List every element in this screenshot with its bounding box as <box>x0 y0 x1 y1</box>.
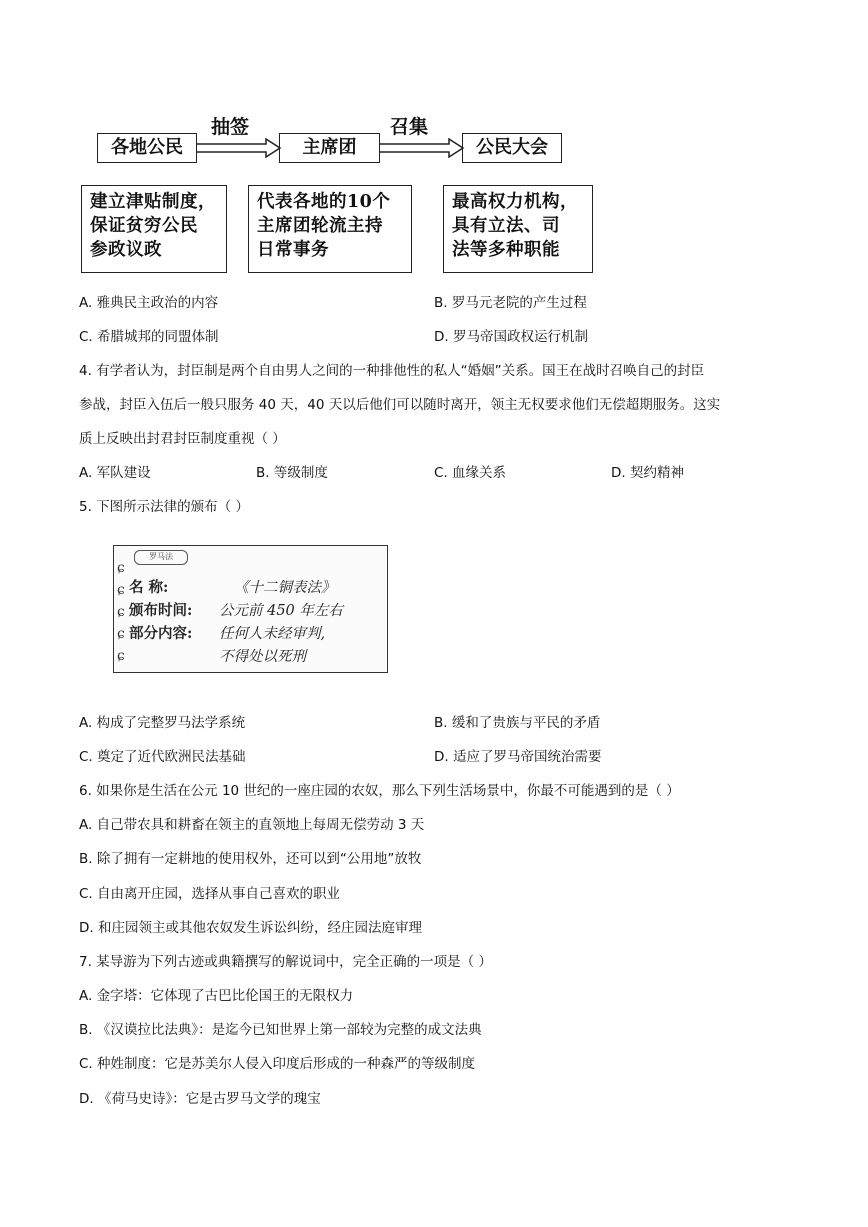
desc-line: 建立津贴制度， <box>90 192 216 212</box>
q7-option-a[interactable]: A. 金字塔：它体现了古巴比伦国王的无限权力 <box>79 988 354 1004</box>
scroll-curl-icon: ɕ <box>117 560 125 576</box>
law-card-image <box>113 545 388 673</box>
desc-citizens <box>81 185 227 273</box>
q4-stem-line-1: 4. 有学者认为，封臣制是两个自由男人之间的一种排他性的私人“婚姻”关系。国王在战时召唤自己的封臣 <box>79 363 705 379</box>
scroll-curl-icon: ɕ <box>117 582 125 598</box>
desc-line: 保证贫穷公民 <box>90 216 198 236</box>
node-citizens: 各地公民 <box>97 133 197 163</box>
desc-assembly <box>443 185 593 273</box>
q4-option-d[interactable]: D. 契约精神 <box>611 465 684 481</box>
scroll-curl-icon: ɕ <box>117 626 125 642</box>
desc-presidium <box>248 185 412 273</box>
desc-line: 代表各地的10个 <box>257 192 391 212</box>
q5-option-a[interactable]: A. 构成了完整罗马法学系统 <box>79 715 246 731</box>
q6-option-a[interactable]: A. 自己带农具和耕畜在领主的直领地上每周无偿劳动 3 天 <box>79 817 425 833</box>
double-arrow-2 <box>379 138 465 158</box>
q7-option-b[interactable]: B. 《汉谟拉比法典》：是迄今已知世界上第一部较为完整的成文法典 <box>79 1022 482 1038</box>
double-arrow-1 <box>196 138 282 158</box>
node-assembly: 公民大会 <box>462 133 562 163</box>
q3-option-d[interactable]: D. 罗马帝国政权运行机制 <box>434 329 588 345</box>
q6-option-b[interactable]: B. 除了拥有一定耕地的使用权外，还可以到“公用地”放牧 <box>79 851 422 867</box>
q7-option-c[interactable]: C. 种姓制度：它是苏美尔人侵入印度后形成的一种森严的等级制度 <box>79 1056 476 1072</box>
desc-line: 最高权力机构， <box>452 192 578 212</box>
law-time-label: 颁布时间: <box>129 602 193 619</box>
q7-stem: 7. 某导游为下列古迹或典籍撰写的解说词中，完全正确的一项是（ ） <box>79 954 492 970</box>
arrow-label-convene: 召集 <box>390 116 429 138</box>
arrow-label-lottery: 抽签 <box>211 116 250 138</box>
law-time-value: 公元前 450 年左右 <box>219 603 343 619</box>
q3-option-c[interactable]: C. 希腊城邦的同盟体制 <box>79 329 219 345</box>
q6-stem: 6. 如果你是生活在公元 10 世纪的一座庄园的农奴，那么下列生活场景中，你最不可能遇到的是（ ） <box>79 783 680 799</box>
q4-stem-line-2: 参战，封臣入伍后一般只服务 40 天，40 天以后他们可以随时离开，领主无权要求他们无偿超期服务。这实 <box>79 397 721 413</box>
q3-option-b[interactable]: B. 罗马元老院的产生过程 <box>434 295 587 311</box>
desc-line: 日常事务 <box>257 240 329 260</box>
q5-option-d[interactable]: D. 适应了罗马帝国统治需要 <box>434 749 602 765</box>
q7-option-d[interactable]: D. 《荷马史诗》：它是古罗马文学的瑰宝 <box>79 1091 321 1107</box>
q4-stem-line-3: 质上反映出封君封臣制度重视（ ） <box>79 431 286 447</box>
q5-stem: 5. 下图所示法律的颁布（ ） <box>79 499 249 515</box>
desc-line: 参政议政 <box>90 240 162 260</box>
q4-option-c[interactable]: C. 血缘关系 <box>434 465 507 481</box>
law-name-label: 名 称: <box>129 579 169 596</box>
q4-option-a[interactable]: A. 军队建设 <box>79 465 151 481</box>
desc-line: 具有立法、司 <box>452 216 560 236</box>
law-content-value-2: 不得处以死刑 <box>219 649 306 665</box>
desc-line: 主席团轮流主持 <box>257 216 383 236</box>
scroll-curl-icon: ɕ <box>117 648 125 664</box>
q6-option-c[interactable]: C. 自由离开庄园，选择从事自己喜欢的职业 <box>79 886 341 902</box>
law-content-label: 部分内容: <box>129 625 193 642</box>
law-card-stamp: 罗马法 <box>134 550 188 565</box>
law-name-value: 《十二铜表法》 <box>234 580 336 596</box>
q3-option-a[interactable]: A. 雅典民主政治的内容 <box>79 295 219 311</box>
node-presidium: 主席团 <box>279 133 380 163</box>
desc-line: 法等多种职能 <box>452 240 560 260</box>
q5-option-b[interactable]: B. 缓和了贵族与平民的矛盾 <box>434 715 601 731</box>
q6-option-d[interactable]: D. 和庄园领主或其他农奴发生诉讼纠纷，经庄园法庭审理 <box>79 920 422 936</box>
q5-option-c[interactable]: C. 奠定了近代欧洲民法基础 <box>79 749 246 765</box>
law-content-value-1: 任何人未经审判, <box>219 626 326 642</box>
scroll-curl-icon: ɕ <box>117 604 125 620</box>
q4-option-b[interactable]: B. 等级制度 <box>256 465 328 481</box>
